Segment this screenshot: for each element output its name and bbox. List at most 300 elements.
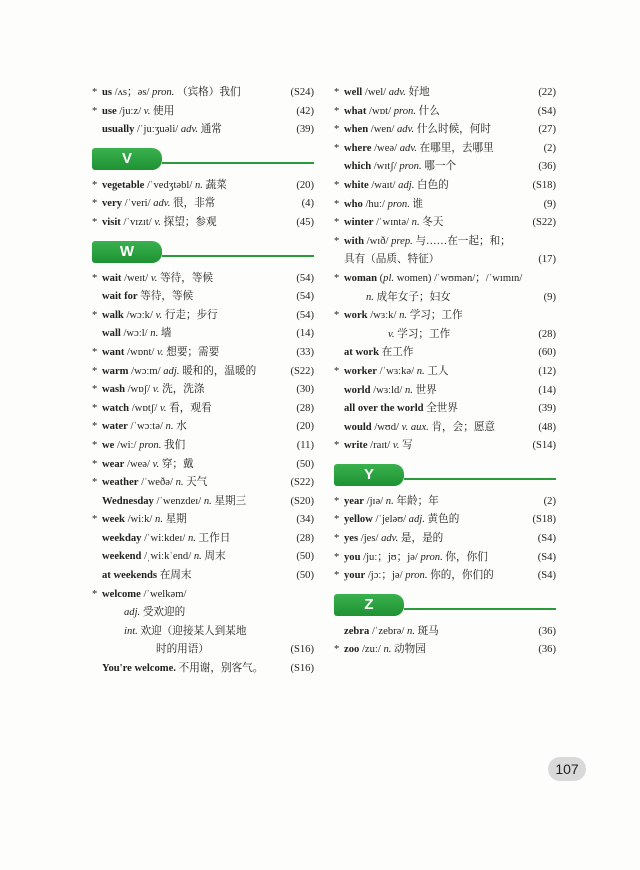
entry-part-of-speech: v. (159, 402, 167, 414)
section-rule (162, 162, 314, 164)
entry-definition: 时的用语） (156, 644, 209, 656)
dictionary-entry (92, 456, 314, 475)
entry-part-of-speech: v. (154, 216, 161, 228)
entry-text (334, 511, 556, 530)
entry-star: * (92, 272, 98, 284)
entry-phonetic: /huː/ (362, 198, 388, 210)
entry-text (92, 474, 314, 493)
entry-text (92, 195, 314, 214)
entry-part-of-speech: adj. (124, 607, 141, 619)
entry-page-reference: (42) (296, 105, 314, 117)
dictionary-entry (92, 437, 314, 456)
entry-definition: 白色的 (417, 179, 449, 191)
entry-definition: 看，观看 (169, 402, 212, 414)
entry-text (334, 344, 556, 363)
entry-star: * (92, 198, 98, 210)
entry-page-reference: (22) (538, 87, 556, 98)
entry-phonetic: /wɔːm/ (128, 365, 164, 377)
entry-text (334, 437, 556, 456)
entry-headword: week (102, 514, 125, 526)
entry-headword: we (102, 439, 115, 451)
page-number: 107 (548, 757, 586, 781)
entry-page-reference: (36) (538, 625, 556, 637)
entry-definition: 等待，等候 (160, 272, 214, 284)
entry-phonetic: /ˈwɪntə/ (373, 217, 412, 229)
entry-part-of-speech: pron. (405, 570, 428, 582)
entry-phonetic: /ˈzebrə/ (369, 625, 407, 637)
left-column (92, 84, 314, 679)
entry-page-reference: (2) (543, 495, 556, 507)
dictionary-entry (92, 84, 314, 103)
entry-phonetic: /wɒnt/ (124, 346, 157, 358)
entry-page-reference: (27) (538, 124, 556, 136)
dictionary-entry (334, 196, 556, 215)
entry-page-reference: (36) (538, 644, 556, 656)
entry-page-reference: (28) (296, 532, 314, 544)
entry-part-of-speech: pl. (383, 272, 395, 284)
entry-part-of-speech: adv. (180, 124, 199, 136)
entry-headword: year (344, 495, 364, 507)
entry-page-reference: (20) (296, 179, 314, 191)
entry-phonetic: ( (376, 272, 384, 284)
entry-phonetic: /ʌs；əs/ (112, 87, 153, 98)
dictionary-entry (334, 567, 556, 586)
dictionary-entry (92, 288, 314, 307)
entry-phonetic: /ˈvɪzɪt/ (120, 216, 155, 228)
entry-text (334, 326, 556, 345)
entry-headword: who (344, 198, 363, 210)
dictionary-entry (92, 493, 314, 512)
entry-part-of-speech: adj. (398, 179, 415, 191)
entry-text (92, 641, 314, 660)
entry-star: * (92, 514, 98, 526)
entry-definition: 黄色的 (427, 514, 460, 526)
entry-definition: 在哪里，去哪里 (419, 142, 494, 154)
entry-headword: all over the world (344, 403, 424, 415)
entry-headword: zoo (344, 644, 360, 656)
section-rule (162, 255, 314, 257)
entry-phonetic: /wɔːl/ (120, 328, 151, 340)
entry-part-of-speech: adj. (408, 514, 425, 526)
entry-star: * (92, 309, 98, 321)
entry-star: * (334, 179, 340, 191)
entry-star: * (334, 440, 340, 452)
entry-page-reference: (S14) (532, 440, 556, 452)
entry-part-of-speech: n. (187, 532, 196, 544)
entry-text (92, 456, 314, 475)
dictionary-entry (92, 604, 314, 623)
entry-headword: weather (102, 477, 139, 489)
dictionary-entry (334, 140, 556, 159)
entry-definition: 蔬菜 (205, 179, 227, 191)
entry-star: * (92, 105, 98, 117)
entry-text (334, 400, 556, 419)
entry-part-of-speech: adj. (163, 365, 180, 377)
section-letter: Z (334, 594, 404, 616)
dictionary-entry (334, 289, 556, 308)
entry-headword: woman (344, 272, 377, 284)
entry-part-of-speech: n. (175, 477, 184, 489)
entry-definition: 什么 (418, 105, 440, 117)
entry-text (92, 214, 314, 233)
entry-headword: wall (102, 328, 121, 340)
entry-text (334, 103, 556, 122)
entry-part-of-speech: adv. (153, 198, 171, 210)
entry-definition: 肯，会；愿意 (431, 421, 496, 433)
entry-part-of-speech: v. aux. (401, 421, 429, 433)
entry-definition: 不用谢，别客气。 (178, 663, 264, 675)
entry-definition: 你的，你们的 (430, 570, 494, 582)
dictionary-entry (334, 419, 556, 438)
dictionary-entry (92, 121, 314, 140)
entry-headword: weekday (102, 532, 142, 544)
entry-text (334, 419, 556, 438)
entry-definition: 什么时候，何时 (416, 124, 491, 136)
entry-headword: wear (102, 458, 125, 470)
entry-star: * (334, 310, 340, 322)
entry-part-of-speech: v. (152, 384, 160, 396)
entry-text (334, 382, 556, 401)
entry-definition: 很，非常 (173, 198, 216, 210)
entry-definition: 具有（品质、特征） (344, 254, 440, 266)
entry-page-reference: (S4) (537, 105, 556, 117)
entry-star: * (92, 384, 98, 396)
section-letter: Y (334, 464, 404, 486)
entry-headword: water (102, 421, 128, 433)
entry-text (334, 567, 556, 586)
entry-phonetic: /ˈvedʒtəbl/ (144, 179, 195, 191)
dictionary-entry (92, 177, 314, 196)
dictionary-entry (92, 586, 314, 605)
section-letter: V (92, 148, 162, 170)
entry-definition: women) /ˈwʊmən/；/ˈwɪmɪn/ (396, 272, 523, 284)
entry-definition: （宾格）我们 (176, 87, 241, 98)
entry-part-of-speech: n. (194, 179, 203, 191)
entry-text (92, 325, 314, 344)
entry-headword: at work (344, 347, 380, 359)
dictionary-entry (334, 400, 556, 419)
entry-headword: usually (102, 124, 135, 136)
dictionary-entry (92, 381, 314, 400)
entry-headword: use (102, 105, 117, 117)
dictionary-entry (334, 233, 556, 252)
entry-phonetic: /ˈjuːʒuəli/ (134, 124, 181, 136)
entry-headword: warm (102, 365, 129, 377)
entry-definition: 工人 (427, 365, 449, 377)
dictionary-entry (92, 400, 314, 419)
section-rule (404, 608, 556, 610)
dictionary-entry (92, 325, 314, 344)
entry-page-reference: (30) (296, 384, 314, 396)
entry-text (334, 84, 556, 103)
entry-definition: 动物园 (394, 644, 426, 656)
entry-phonetic: /ˈwɔːtə/ (127, 421, 166, 433)
entry-page-reference: (14) (296, 328, 314, 340)
entry-part-of-speech: pron. (420, 551, 443, 563)
entry-page-reference: (11) (296, 439, 314, 451)
dictionary-entry (92, 103, 314, 122)
entry-headword: wait (102, 272, 122, 284)
entry-page-reference: (S16) (290, 644, 314, 656)
dictionary-entry (334, 363, 556, 382)
entry-page-reference: (2) (543, 142, 556, 154)
dictionary-entry (92, 511, 314, 530)
section-header-z (334, 594, 556, 616)
entry-phonetic: /wen/ (368, 124, 397, 136)
entry-page-reference: (54) (296, 291, 314, 303)
entry-part-of-speech: n. (411, 217, 420, 229)
entry-text (92, 511, 314, 530)
entry-page-reference: (S4) (537, 533, 556, 545)
entry-part-of-speech: n. (154, 514, 163, 526)
entry-star: * (334, 514, 340, 526)
entry-page-reference: (34) (296, 514, 314, 526)
entry-part-of-speech: n. (165, 421, 174, 433)
entry-phonetic: /wɒt/ (366, 105, 394, 117)
entry-headword: Wednesday (102, 495, 154, 507)
entry-star: * (92, 402, 98, 414)
entry-phonetic: /ˈveri/ (122, 198, 154, 210)
entry-definition: 谁 (412, 198, 424, 210)
entry-page-reference: (54) (296, 272, 314, 284)
dictionary-entry (92, 214, 314, 233)
entry-definition: 我们 (164, 439, 186, 451)
entry-page-reference: (50) (296, 551, 314, 563)
entry-phonetic: /wʊd/ (371, 421, 402, 433)
entry-part-of-speech: pron. (393, 105, 416, 117)
entry-star: * (334, 551, 340, 563)
dictionary-entry (334, 177, 556, 196)
entry-headword: wait for (102, 291, 138, 303)
entry-headword: well (344, 87, 363, 98)
dictionary-entry (334, 623, 556, 642)
entry-phonetic: /jɔː；jə/ (365, 570, 406, 582)
entry-text (92, 307, 314, 326)
dictionary-entry (92, 660, 314, 679)
entry-definition: 成年女子；妇女 (376, 291, 451, 303)
entry-star: * (334, 198, 340, 210)
entry-definition: 哪一个 (424, 161, 457, 173)
entry-definition: 年龄；年 (396, 495, 439, 507)
entry-headword: zebra (344, 625, 370, 637)
entry-definition: 欢迎（迎接某人到某地 (140, 625, 247, 637)
entry-text (92, 493, 314, 512)
entry-phonetic: /wɒtʃ/ (129, 402, 160, 414)
dictionary-entry (334, 270, 556, 289)
entry-definition: 洗，洗涤 (162, 384, 205, 396)
entry-page-reference: (45) (296, 216, 314, 228)
entry-text (92, 418, 314, 437)
section-letter: W (92, 241, 162, 263)
entry-part-of-speech: n. (366, 291, 374, 303)
entry-part-of-speech: n. (399, 310, 408, 322)
entry-star: * (334, 365, 340, 377)
entry-part-of-speech: v. (388, 328, 395, 340)
entry-page-reference: (36) (538, 161, 556, 173)
entry-star: * (92, 588, 98, 600)
entry-text (334, 623, 556, 642)
entry-star: * (92, 421, 98, 433)
entry-definition: 好地 (408, 87, 430, 98)
entry-text (334, 196, 556, 215)
entry-page-reference: (S22) (290, 477, 314, 489)
entry-headword: with (344, 235, 365, 247)
entry-text (334, 158, 556, 177)
entry-text (92, 548, 314, 567)
entry-text (92, 604, 314, 623)
entry-definition: 你，你们 (445, 551, 488, 563)
entry-text (334, 641, 556, 660)
entry-text (92, 381, 314, 400)
entry-star: * (334, 124, 340, 136)
entry-phonetic: /ˌwiːkˈend/ (141, 551, 194, 563)
entry-definition: 天气 (186, 477, 208, 489)
entry-part-of-speech: pron. (152, 87, 175, 98)
entry-definition: 学习；工作 (409, 310, 463, 322)
entry-star: * (92, 87, 98, 98)
entry-definition: 探望；参观 (163, 216, 217, 228)
dictionary-entry (334, 511, 556, 530)
entry-phonetic: /weə/ (371, 142, 400, 154)
entry-star: * (334, 105, 340, 117)
entry-definition: 行走；步行 (164, 309, 218, 321)
entry-phonetic: /ˈwɜːkə/ (376, 365, 417, 377)
entry-star: * (92, 477, 98, 489)
entry-part-of-speech: adv. (381, 533, 399, 545)
dictionary-entry (334, 641, 556, 660)
dictionary-entry (334, 344, 556, 363)
entry-headword: work (344, 310, 368, 322)
entry-page-reference: (50) (296, 458, 314, 470)
entry-page-reference: (4) (301, 198, 314, 210)
entry-text (92, 400, 314, 419)
entry-definition: 星期三 (214, 495, 247, 507)
entry-definition: 水 (176, 421, 187, 433)
entry-headword: winter (344, 217, 374, 229)
dictionary-entry (92, 623, 314, 642)
entry-text (334, 493, 556, 512)
entry-definition: 等待，等候 (140, 291, 194, 303)
dictionary-entry (334, 251, 556, 270)
entry-text (92, 344, 314, 363)
entry-page-reference: (39) (296, 124, 314, 136)
dictionary-entry (92, 195, 314, 214)
entry-phonetic: /wiːk/ (124, 514, 155, 526)
entry-definition: 使用 (153, 105, 175, 117)
entry-text (92, 177, 314, 196)
entry-text (92, 437, 314, 456)
entry-text (92, 121, 314, 140)
entry-phonetic: /ˈwelkəm/ (140, 588, 187, 600)
entry-text (92, 567, 314, 586)
entry-definition: 是，是的 (400, 533, 444, 545)
entry-definition: 与……在一起；和； (415, 235, 511, 247)
entry-definition: 全世界 (426, 403, 458, 415)
entry-page-reference: (17) (538, 254, 556, 266)
entry-page-reference: (9) (543, 291, 556, 303)
entry-page-reference: (S22) (290, 365, 314, 377)
entry-star: * (92, 458, 98, 470)
entry-part-of-speech: n. (416, 365, 425, 377)
entry-star: * (92, 346, 98, 358)
dictionary-entry (92, 344, 314, 363)
entry-page-reference: (S4) (537, 551, 556, 563)
entry-headword: wash (102, 384, 125, 396)
entry-definition: 暖和的，温暖的 (182, 365, 257, 377)
entry-headword: visit (102, 216, 121, 228)
entry-headword: yes (344, 533, 359, 545)
entry-phonetic: /wɒʃ/ (124, 384, 153, 396)
entry-headword: want (102, 346, 125, 358)
section-header-v (92, 148, 314, 170)
entry-definition: 周末 (204, 551, 226, 563)
entry-definition: 穿；戴 (161, 458, 194, 470)
entry-page-reference: (S20) (290, 495, 314, 507)
dictionary-entry (92, 548, 314, 567)
entry-phonetic: /zuː/ (359, 644, 384, 656)
entry-part-of-speech: n. (193, 551, 202, 563)
entry-headword: welcome (102, 588, 141, 600)
entry-page-reference: (50) (296, 570, 314, 582)
entry-headword: write (344, 440, 368, 452)
entry-text (334, 177, 556, 196)
entry-headword: very (102, 198, 122, 210)
entry-part-of-speech: n. (203, 495, 212, 507)
entry-phonetic: /wɪð/ (364, 235, 392, 247)
entry-headword: watch (102, 402, 130, 414)
entry-definition: 墙 (160, 328, 172, 340)
entry-star: * (334, 87, 340, 98)
dictionary-entry (334, 214, 556, 233)
entry-phonetic: /wɜːld/ (370, 384, 405, 396)
dictionary-entry (334, 549, 556, 568)
entry-headword: weekend (102, 551, 142, 563)
dictionary-entry (334, 382, 556, 401)
entry-text (92, 660, 314, 679)
entry-part-of-speech: adv. (388, 87, 406, 98)
entry-page-reference: (33) (296, 346, 314, 358)
entry-page-reference: (S18) (532, 514, 556, 526)
entry-page-reference: (48) (538, 421, 556, 433)
entry-headword: your (344, 570, 366, 582)
entry-phonetic: /raɪt/ (367, 440, 393, 452)
entry-definition: 世界 (415, 384, 437, 396)
dictionary-entry (334, 158, 556, 177)
entry-headword: vegetable (102, 179, 145, 191)
entry-part-of-speech: n. (150, 328, 159, 340)
entry-text (334, 140, 556, 159)
entry-part-of-speech: v. (157, 346, 164, 358)
entry-definition: 在周末 (159, 570, 192, 582)
dictionary-entry (334, 84, 556, 103)
entry-phonetic: /ˈjeləʊ/ (372, 514, 409, 526)
entry-text (92, 586, 314, 605)
entry-headword: world (344, 384, 371, 396)
section-header-w (92, 241, 314, 263)
entry-page-reference: (S4) (537, 570, 556, 582)
entry-text (334, 549, 556, 568)
entry-headword: which (344, 161, 372, 173)
entry-part-of-speech: v. (143, 105, 151, 117)
entry-definition: 写 (402, 440, 413, 452)
entry-phonetic: /wɪtʃ/ (371, 161, 400, 173)
entry-star: * (334, 217, 340, 229)
entry-part-of-speech: pron. (387, 198, 410, 210)
entry-star: * (92, 216, 98, 228)
entry-page-reference: (S24) (290, 87, 314, 98)
dictionary-entry (334, 326, 556, 345)
entry-phonetic: /juːz/ (116, 105, 144, 117)
